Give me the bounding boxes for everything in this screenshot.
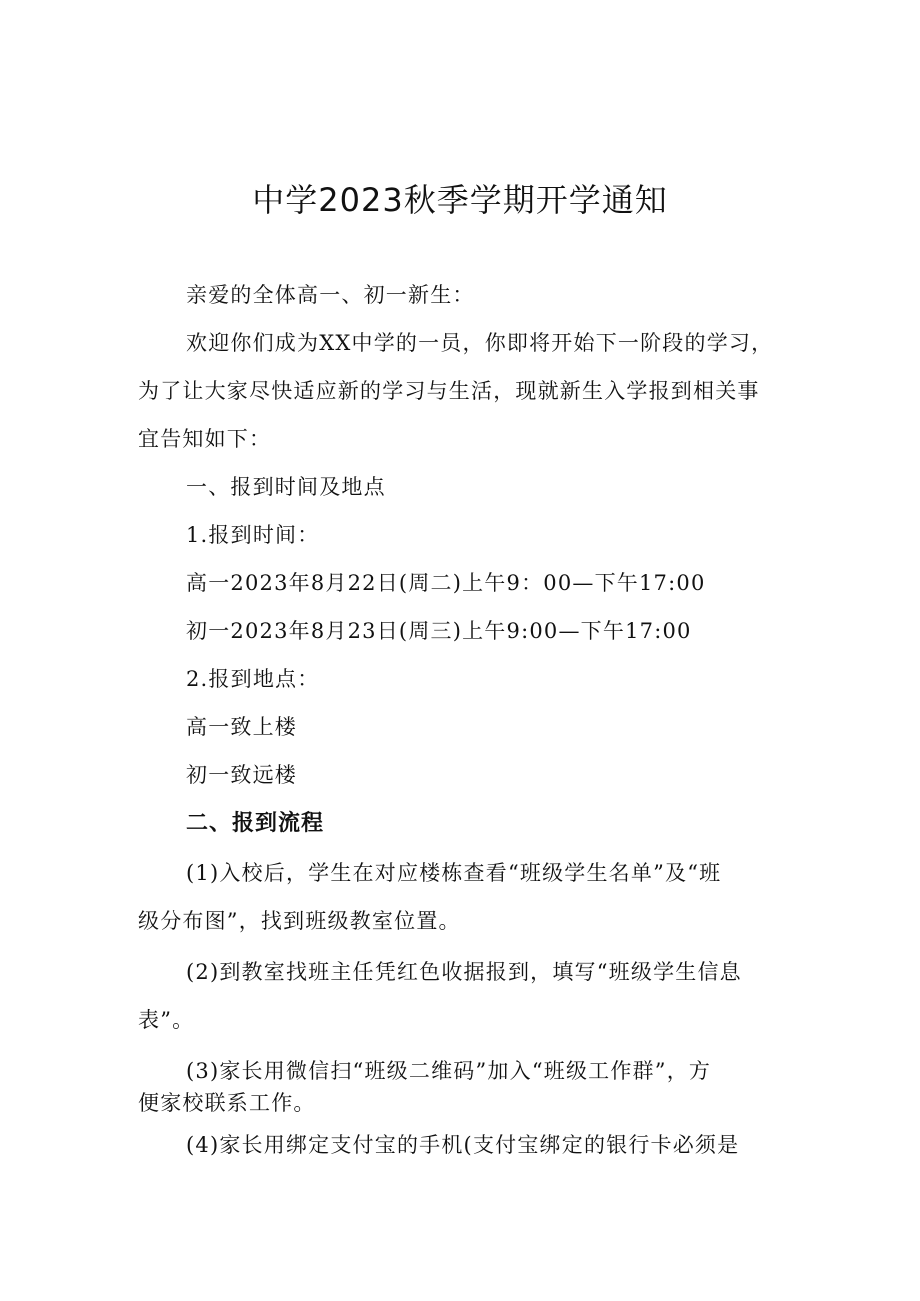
time-senior: 高一2023年8月22日(周二)上午9：00—下午17:00 xyxy=(186,571,706,595)
step-1-line-1: (1)入校后，学生在对应楼栋查看“班级学生名单”及“班 xyxy=(186,861,722,885)
intro-line-2: 为了让大家尽快适应新的学习与生活，现就新生入学报到相关事 xyxy=(138,379,760,403)
step-2-line-2: 表”。 xyxy=(138,1008,195,1032)
time-junior: 初一2023年8月23日(周三)上午9:00—下午17:00 xyxy=(186,619,692,643)
step-3-line-2: 便家校联系工作。 xyxy=(138,1091,316,1115)
step-4-line-1: (4)家长用绑定支付宝的手机(支付宝绑定的银行卡必须是 xyxy=(186,1133,740,1157)
section1-heading: 一、报到时间及地点 xyxy=(186,475,386,499)
time-label: 1.报到时间： xyxy=(186,523,320,547)
intro-line-1: 欢迎你们成为XX中学的一员，你即将开始下一阶段的学习， xyxy=(186,331,774,355)
place-label: 2.报到地点： xyxy=(186,667,320,691)
step-2-line-1: (2)到教室找班主任凭红色收据报到，填写“班级学生信息 xyxy=(186,960,742,984)
step-3-line-1: (3)家长用微信扫“班级二维码”加入“班级工作群”，方 xyxy=(186,1059,712,1083)
place-senior: 高一致上楼 xyxy=(186,715,297,739)
greeting: 亲爱的全体高一、初一新生： xyxy=(186,283,475,307)
step-1-line-2: 级分布图”，找到班级教室位置。 xyxy=(138,909,461,933)
document-title: 中学2023秋季学期开学通知 xyxy=(252,181,668,219)
section2-heading: 二、报到流程 xyxy=(186,811,325,836)
intro-line-3: 宜告知如下： xyxy=(138,427,272,451)
place-junior: 初一致远楼 xyxy=(186,763,297,787)
